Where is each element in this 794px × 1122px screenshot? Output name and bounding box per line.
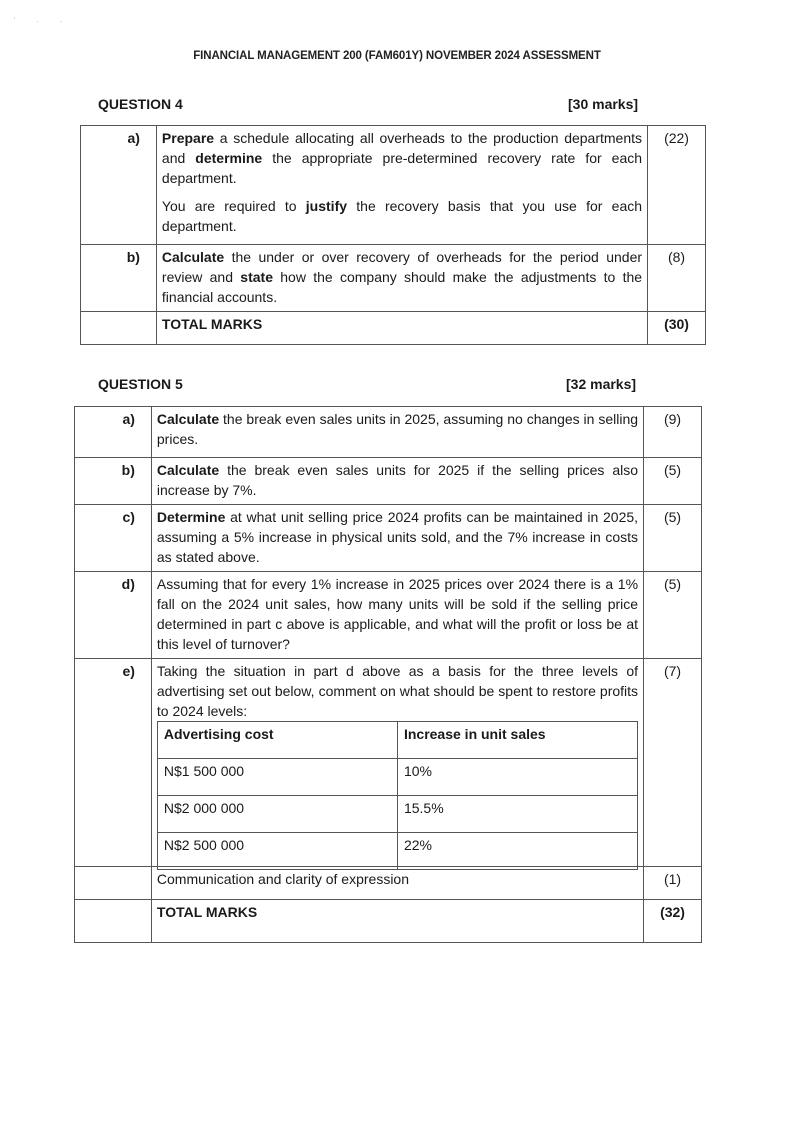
total-label: TOTAL MARKS xyxy=(151,900,643,943)
advertising-row xyxy=(157,833,637,870)
advertising-header-row xyxy=(157,722,637,759)
total-label: TOTAL MARKS xyxy=(156,312,647,345)
column-header: Advertising cost xyxy=(157,722,397,759)
question-text: Calculate the break even sales units in 2025, assuming no changes in selling prices. xyxy=(151,407,643,458)
question-4-heading: QUESTION 4 xyxy=(98,96,183,112)
advertising-cost: N$1 500 000 xyxy=(157,759,397,796)
question-4-table xyxy=(80,125,706,345)
marks-value: (9) xyxy=(644,407,702,458)
column-header: Increase in unit sales xyxy=(397,722,637,759)
advertising-row xyxy=(157,759,637,796)
question-4-marks: [30 marks] xyxy=(568,96,639,112)
marks-value: (22) xyxy=(648,126,706,245)
table-row xyxy=(81,126,706,245)
question-text: Calculate the break even sales units for 2025 if the selling prices also increase by 7%. xyxy=(151,458,643,505)
part-label: b) xyxy=(81,245,157,312)
advertising-table xyxy=(157,721,638,870)
advertising-row xyxy=(157,796,637,833)
part-label: b) xyxy=(75,458,152,505)
marks-value: (5) xyxy=(644,572,702,659)
table-row xyxy=(75,659,702,867)
part-label: a) xyxy=(75,407,152,458)
question-5-marks: [32 marks] xyxy=(566,376,637,392)
part-label: c) xyxy=(75,505,152,572)
empty-cell xyxy=(81,312,157,345)
empty-cell xyxy=(75,867,152,900)
advertising-cost: N$2 500 000 xyxy=(157,833,397,870)
part-label: a) xyxy=(81,126,157,245)
communication-marks: (1) xyxy=(644,867,702,900)
sales-increase: 10% xyxy=(397,759,637,796)
advertising-cost: N$2 000 000 xyxy=(157,796,397,833)
table-row xyxy=(75,572,702,659)
table-row xyxy=(75,458,702,505)
table-row xyxy=(81,245,706,312)
part-label: e) xyxy=(75,659,152,867)
question-text: Determine at what unit selling price 2024 profits can be maintained in 2025, assuming a 5% increase in physical units sold, and the 7% increase in costs as stated above. xyxy=(151,505,643,572)
sales-increase: 22% xyxy=(397,833,637,870)
communication-label: Communication and clarity of expression xyxy=(151,867,643,900)
empty-cell xyxy=(75,900,152,943)
table-row xyxy=(75,407,702,458)
marks-value: (5) xyxy=(644,505,702,572)
marks-value: (8) xyxy=(648,245,706,312)
question-text: Taking the situation in part d above as a basis for the three levels of advertising set out below, comment on what should be spent to restore profits to 2024 levels: Advertising cost Increase in unit sales N$1 500 000 10% N$2 000 000 15.5% N$2 500 000 22% xyxy=(151,659,643,867)
marks-value: (5) xyxy=(644,458,702,505)
question-text: Assuming that for every 1% increase in 2025 prices over 2024 there is a 1% fall on the 2024 unit sales, how many units will be sold if the selling price determined in part c above is applicable, and what will the profit or loss be at this level of turnover? xyxy=(151,572,643,659)
scan-artifact: ' . , xyxy=(14,18,72,24)
table-row xyxy=(75,505,702,572)
part-label: d) xyxy=(75,572,152,659)
sales-increase: 15.5% xyxy=(397,796,637,833)
total-row xyxy=(75,900,702,943)
question-text: Calculate the under or over recovery of overheads for the period under review and state how the company should make the adjustments to the financial accounts. xyxy=(156,245,647,312)
total-marks: (32) xyxy=(644,900,702,943)
question-5-heading: QUESTION 5 xyxy=(98,376,183,392)
document-header: FINANCIAL MANAGEMENT 200 (FAM601Y) NOVEMBER 2024 ASSESSMENT xyxy=(193,50,601,62)
question-text: Prepare a schedule allocating all overheads to the production departments and determine the appropriate pre-determined recovery rate for each department. You are required to justify the recovery basis that you use for each department. xyxy=(156,126,647,245)
total-row xyxy=(81,312,706,345)
marks-value: (7) xyxy=(644,659,702,867)
question-5-table xyxy=(74,406,702,943)
total-marks: (30) xyxy=(648,312,706,345)
communication-row xyxy=(75,867,702,900)
